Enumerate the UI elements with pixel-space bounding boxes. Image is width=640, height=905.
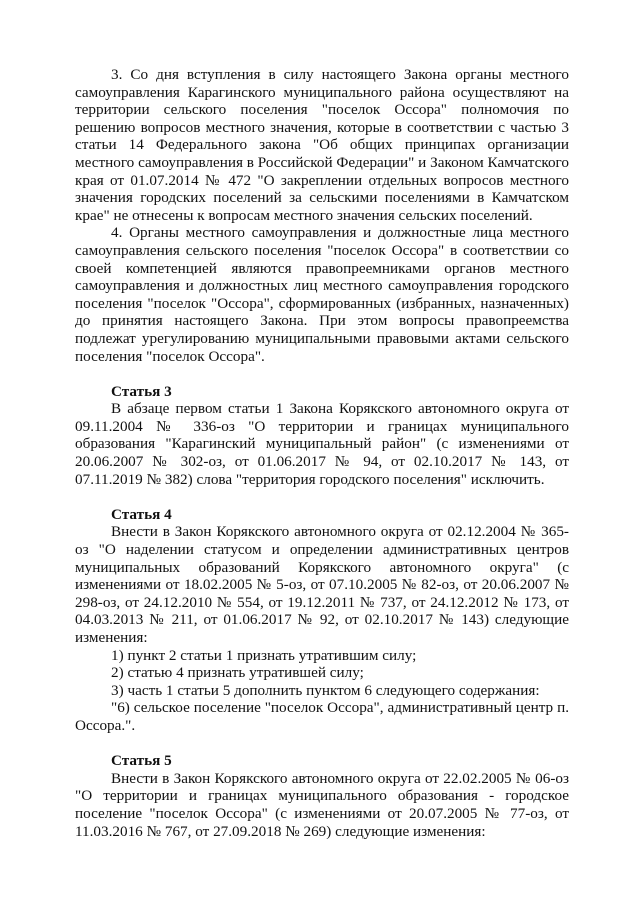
paragraph-4: 4. Органы местного самоуправления и должностные лица местного самоуправления сельского поселения "поселок Оссора" в соответствии со своей компетенцией являются правопреемниками органов местного самоуправления и должностных лиц местного самоуправления городского поселения "поселок "Оссора", сформированных (избранных, назначенных) до принятия настоящего Закона. При этом вопросы правопреемства подлежат урегулированию муниципальными правовыми актами сельского поселения "поселок Оссора". bbox=[75, 224, 569, 365]
spacer bbox=[75, 365, 569, 383]
article-3-heading: Статья 3 bbox=[111, 382, 172, 400]
article-4-text: Внести в Закон Корякского автономного округа от 02.12.2004 № 365-оз "О наделении статусом и определении административных центров муниципальных образований Корякского автономного округа" (с изменениями от 18.02.2005 № 5-оз, от 07.10.2005 № 82-оз, от 20.06.2007 № 298-оз, от 24.12.2010 № 554, от 19.12.2011 № 737, от 24.12.2012 № 173, от 04.03.2013 № 211, от 01.06.2017 № 92, от 02.10.2017 № 143) следующие изменения: bbox=[75, 523, 569, 646]
paragraph-3: 3. Со дня вступления в силу настоящего Закона органы местного самоуправления Карагинского муниципального района осуществляют на территории сельского поселения "поселок Оссора" полномочия по решению вопросов местного значения, которые в соответствии с частью 3 статьи 14 Федерального закона "Об общих принципах организации местного самоуправления в Российской Федерации" и Законом Камчатского края от 01.07.2014 № 472 "О закреплении отдельных вопросов местного значения городских поселений за сельскими поселениями в Камчатском крае" не отнесены к вопросам местного значения сельских поселений. bbox=[75, 66, 569, 224]
article-5-text: Внести в Закон Корякского автономного округа от 22.02.2005 № 06-оз "О территории и границах муниципального образования - городское поселение "поселок Оссора" (с изменениями от 20.07.2005 № 77-оз, от 11.03.2016 № 767, от 27.09.2018 № 269) следующие изменения: bbox=[75, 769, 569, 840]
article-3-text: В абзаце первом статьи 1 Закона Корякского автономного округа от 09.11.2004 № 336-оз "О территории и границах муниципального образования "Карагинский муниципальный район" (с изменениями от 20.06.2007 № 302-оз, от 01.06.2017 № 94, от 02.10.2017 № 143, от 07.11.2019 № 382) слова "территория городского поселения" исключить. bbox=[75, 400, 569, 488]
article-4-item-2: 2) статью 4 признать утратившей силу; bbox=[111, 664, 364, 682]
spacer bbox=[75, 488, 569, 506]
article-4-item-3: 3) часть 1 статьи 5 дополнить пунктом 6 следующего содержания: bbox=[111, 681, 540, 699]
article-4-item-1: 1) пункт 2 статьи 1 признать утратившим силу; bbox=[111, 646, 417, 664]
article-5-heading: Статья 5 bbox=[111, 752, 172, 770]
document-body bbox=[75, 66, 569, 840]
spacer bbox=[75, 735, 569, 753]
article-4-heading: Статья 4 bbox=[111, 505, 172, 523]
article-4-quote: "6) сельское поселение "поселок Оссора", административный центр п. Оссора.". bbox=[75, 699, 569, 734]
